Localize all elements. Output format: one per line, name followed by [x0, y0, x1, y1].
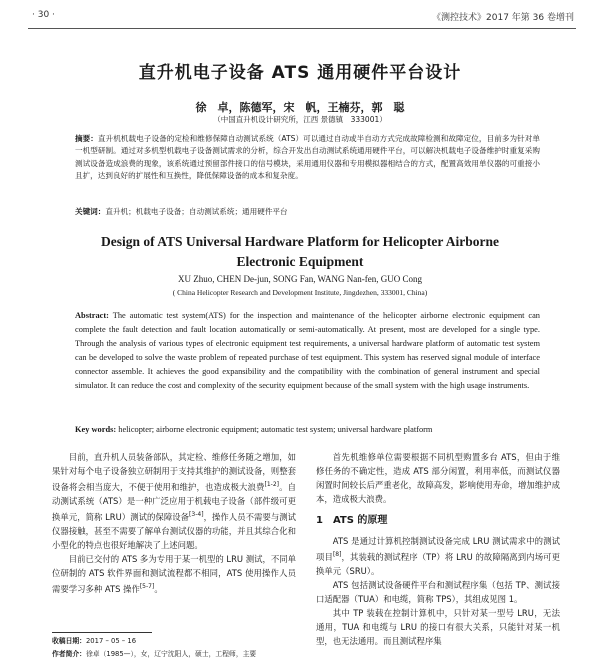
page-number: · 30 · [32, 10, 55, 20]
en-abstract-label: Abstract: [75, 311, 109, 320]
body-text: 目前已交付的 ATS 多为专用于某一机型的 LRU 测试，不同单位研制的 ATS 软件界面和测试流程都不相同，ATS 使用操作人员需要学习多种 ATS 操作 [52, 553, 296, 594]
body-text: 。自动测试系统（ATS）是一种广泛应用于机载电子设备（部件级可更换单元，简称 LRU）测试的保障设备 [52, 481, 297, 522]
body-text: 。 [154, 583, 163, 594]
en-title-line2: Electronic Equipment [236, 254, 364, 269]
header-rule [28, 28, 576, 29]
citation: [5-7] [139, 582, 155, 590]
zh-authors: 徐 卓，陈德军，宋 帆，王楠芬，郭 聪 [195, 101, 405, 114]
en-affiliation: ( China Helicopter Research and Development Institute, Jingdezhen, 333001, China) [172, 288, 428, 297]
received-date: 2017 – 05 – 16 [85, 637, 137, 645]
zh-keywords-label: 关键词： [75, 207, 106, 216]
en-title-line1: Design of ATS Universal Hardware Platform for Helicopter Airborne [101, 234, 499, 249]
body-paragraph [52, 450, 296, 552]
body-text: ，操作人员不需要与测试仪器接触，甚至不需要了解单台测试仪器的功能，并且其综合化和小型化的特点也很好地解决了上述问题。 [52, 511, 297, 550]
en-abstract [75, 309, 540, 394]
body-text: ATS 包括测试设备硬件平台和测试程序集（包括 TP、测试接口适配器（TUA）和电缆，简称 TPS），其组成见图 1。 [316, 579, 560, 604]
zh-title: 直升机电子设备 ATS 通用硬件平台设计 [138, 63, 462, 83]
received-label: 收稿日期： [52, 637, 86, 645]
footnote-rule [52, 632, 152, 633]
en-keywords [75, 425, 540, 434]
zh-keywords-text: 直升机；机载电子设备；自动测试系统；通用硬件平台 [105, 207, 288, 216]
zh-abstract-text: 直升机机载电子设备的定检和维修保障自动测试系统（ATS）可以通过自动或半自动方式完成故障检测和故障定位，目前多为针对单一机型研制。通过对多机型机载电子设备测试需求的分析，综合开发出自动测试系统通用硬件平台，可以解决机载电子设备维护时重复采购测试设备造成浪费的现象，该系统通过预留部件接口的信号模块，采用通用仪器和专用模拟器相结合的方式，配置高效用单仪器的可重接小且扩，达到良好的扩展性和互换性，降低保障设备的成本和复杂度。 [75, 134, 541, 181]
body-paragraph [316, 606, 560, 648]
body-paragraph [52, 552, 296, 596]
body-text: 首先机维修单位需要根据不同机型购置多台 ATS，但由于维修任务的不确定性，造成 ATS 部分闲置，利用率低，而测试仪器闲置时间较长后严重老化，故障高发，影响使用寿命，增加维护成本，造成极大浪费。 [316, 452, 560, 504]
citation: [1-2] [264, 481, 279, 488]
zh-abstract [75, 133, 540, 183]
footnote-received [52, 636, 296, 647]
en-title [0, 232, 600, 272]
section-heading [316, 514, 560, 528]
body-right-column [316, 450, 560, 648]
citation: [3-4] [189, 510, 204, 518]
zh-abstract-label: 摘要： [75, 134, 98, 143]
body-text: 目前，直升机人员装备部队，其定检、维修任务随之增加，如果针对每个电子设备独立研制用于支持其维护的测试设备，则整套设备将会相当庞大，不便于使用和维护，也造成极大浪费 [52, 452, 296, 492]
en-abstract-text: The automatic test system(ATS) for the inspection and maintenance of the helicopter airborne electronic equipment can complete the fault detection and fault location automatically or semi-automatically. At present, most are developed for a single type. Through the analysis of various types of electronic equipment test requirements, a universal hardware platform of automatic test system can be developed to solve the waste problem of repeated purchase of test equipment. This system has reserved signal module of interface connector assemble. It achieves the good expansibility and the compatibility with the combination of general instrument and special simulator. It can reduce the cost and complexity of the security equipment because of the small system with the high usage instruments. [75, 311, 540, 391]
en-keywords-label: Key words: [75, 425, 117, 434]
footnote-author [52, 649, 296, 660]
section-number: 1 [316, 515, 323, 526]
body-text: ATS 是通过计算机控制测试设备完成 LRU 测试需求中的测试项目 [316, 536, 560, 562]
body-text: 其中 TP 装载在控制计算机中，只针对某一型号 LRU，无法通用，TUA 和电缆与 LRU 的接口有很大关系，只能针对某一机型，也无法通用。而且测试程序集 [316, 607, 560, 646]
zh-keywords [75, 206, 540, 217]
body-paragraph [316, 534, 560, 578]
body-paragraph [316, 578, 560, 606]
section-title: ATS 的原理 [332, 515, 388, 526]
en-keywords-text: helicopter; airborne electronic equipment; automatic test system; universal hardware platform [118, 425, 433, 434]
author-bio-label: 作者简介： [52, 650, 86, 658]
body-left-column [52, 450, 296, 595]
journal-header: 《测控技术》2017 年第 36 卷增刊 [432, 13, 574, 23]
body-text: ，其装载的测试程序（TP）将 LRU 的故障隔离到内场可更换单元（SRU）。 [316, 551, 561, 576]
citation: [8] [332, 551, 342, 558]
en-authors: XU Zhuo, CHEN De-jun, SONG Fan, WANG Nan-fen, GUO Cong [177, 274, 423, 284]
author-bio: 徐卓（1985—），女，辽宁沈阳人，硕士，工程师，主要 [85, 650, 257, 658]
body-paragraph [316, 450, 560, 506]
zh-affiliation: （中国直升机设计研究所，江西 景德镇 333001） [213, 115, 387, 124]
